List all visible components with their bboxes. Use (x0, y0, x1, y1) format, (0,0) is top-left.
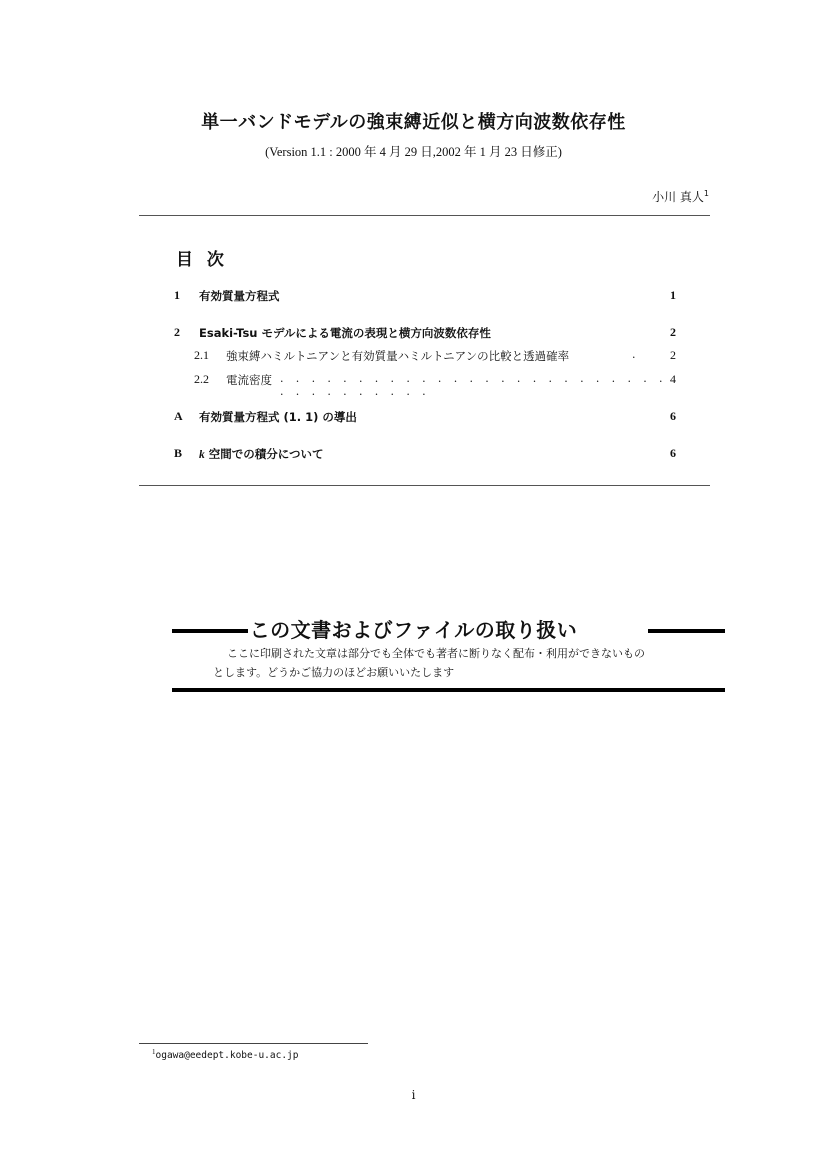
toc-entry-title-rest: 空間での積分について (204, 447, 324, 461)
notice-body (213, 644, 693, 682)
footnote-rule (139, 1043, 368, 1044)
notice-bottom-bar (172, 688, 725, 692)
toc-entry-title: Esaki-Tsu モデルによる電流の表現と横方向波数依存性 (199, 326, 491, 340)
notice-line-1: ここに印刷された文章は部分でも全体でも著者に断りなく配布・利用ができないもの (227, 647, 645, 660)
toc-entry-page: 4 (670, 372, 676, 386)
toc-entry-title: 強束縛ハミルトニアンと有効質量ハミルトニアンの比較と透過確率 (226, 349, 570, 363)
toc-entry-number: 2 (174, 325, 180, 339)
author-name: 小川 真人 (652, 190, 704, 204)
toc-entry-title: 有効質量方程式 (199, 289, 280, 303)
toc-entry-b[interactable] (174, 446, 676, 464)
footnote-mark: 1 (152, 1048, 156, 1056)
toc-top-rule (139, 215, 710, 216)
toc-entry-number: 1 (174, 288, 180, 302)
toc-entry-title (199, 446, 324, 462)
toc-entry-page: 6 (670, 409, 676, 423)
toc-entry-2-2[interactable] (174, 372, 676, 398)
toc-entry-page: 6 (670, 446, 676, 460)
author (652, 188, 709, 205)
footnote-email[interactable]: ogawa@eedept.kobe-u.ac.jp (155, 1050, 299, 1062)
toc-entry-number: 2.2 (194, 372, 209, 386)
toc-entry-number: A (174, 409, 183, 423)
toc-entry-number: B (174, 446, 183, 460)
page-number: i (411, 1088, 416, 1102)
notice-line-2: とします。どうかご協力のほどお願いいたします (213, 666, 455, 679)
toc-leader-dots: . . . . . . . . . . . . . . . . . . . . . . . . . . . . . . . . . . . (280, 372, 667, 398)
toc-entry-page: 2 (670, 325, 676, 339)
toc-entry-number: 2.1 (194, 348, 209, 362)
toc-entry-page: 1 (670, 288, 676, 302)
toc-entry-1[interactable] (174, 288, 676, 306)
version-line: (Version 1.1 : 2000 年 4 月 29 日,2002 年 1 月 23 日修正) (265, 145, 562, 159)
toc-entry-math-k: k (199, 449, 205, 461)
toc-entry-title: 電流密度 (226, 373, 272, 387)
toc-entry-2[interactable] (174, 325, 676, 343)
toc-entry-title: 有効質量方程式 (1. 1) の導出 (199, 410, 357, 424)
toc-entry-page: 2 (670, 348, 676, 362)
notice-title: この文書およびファイルの取り扱い (249, 618, 578, 642)
toc-heading: 目 次 (176, 250, 228, 270)
footnote (152, 1048, 299, 1061)
toc-bottom-rule (139, 485, 710, 486)
author-footnote-mark: 1 (703, 189, 709, 198)
toc-leader-dots: . (632, 348, 640, 361)
toc-entry-2-1[interactable] (174, 348, 676, 366)
document-title: 単一バンドモデルの強束縛近似と横方向波数依存性 (201, 112, 626, 133)
toc-entry-a[interactable] (174, 409, 676, 427)
